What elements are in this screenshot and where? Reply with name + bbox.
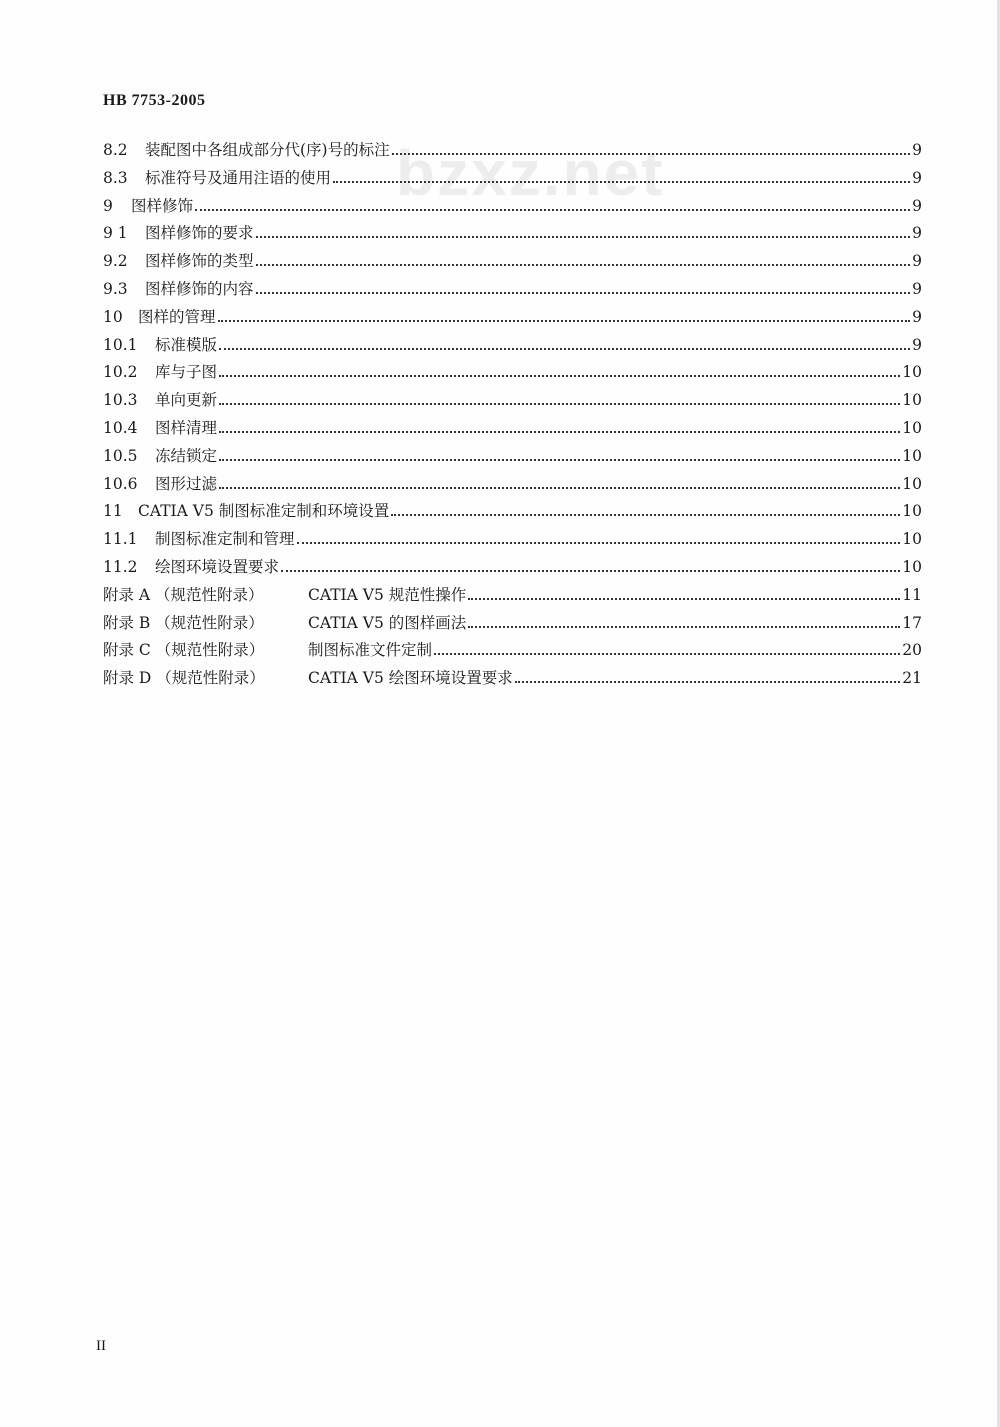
toc-entry-page: 9 bbox=[912, 141, 922, 159]
toc-entry-title: CATIA V5 的图样画法 bbox=[308, 613, 467, 632]
toc-entry[interactable] bbox=[103, 248, 922, 276]
toc-entry[interactable] bbox=[103, 582, 922, 610]
toc-leader-dots bbox=[392, 152, 911, 155]
toc-entry-page: 10 bbox=[902, 557, 922, 576]
toc-entry[interactable] bbox=[103, 498, 922, 526]
toc-entry-page: 10 bbox=[902, 474, 922, 493]
toc-entry-page: 9 bbox=[912, 196, 922, 215]
document-code: HB 7753-2005 bbox=[103, 92, 206, 109]
toc-entry-page: 21 bbox=[902, 669, 922, 688]
toc-entry-number: 11.1 bbox=[103, 530, 138, 549]
toc-entry[interactable] bbox=[103, 554, 922, 582]
watermark: bzxz.net bbox=[396, 137, 665, 209]
toc-entry-page: 9 bbox=[912, 168, 922, 187]
toc-entry-page: 10 bbox=[902, 530, 922, 549]
toc-entry-number: 10.3 bbox=[103, 391, 138, 410]
toc-entry-title: CATIA V5 规范性操作 bbox=[308, 585, 467, 604]
toc-leader-dots bbox=[468, 597, 900, 600]
toc-entry-title: 图样的管理 bbox=[138, 307, 216, 326]
toc-entry-title: 图形过滤 bbox=[155, 474, 218, 493]
toc-leader-dots bbox=[219, 402, 900, 405]
toc-entry-number: 10.4 bbox=[103, 418, 138, 437]
toc-leader-dots bbox=[515, 680, 900, 683]
toc-leader-dots bbox=[434, 652, 900, 655]
toc-entry-title: CATIA V5 绘图环境设置要求 bbox=[308, 669, 513, 688]
toc-entry-title: 制图标准文件定制 bbox=[308, 641, 433, 660]
toc-entry-number: 附录 A （规范性附录） bbox=[103, 585, 264, 604]
toc-leader-dots bbox=[297, 541, 901, 544]
toc-entry-page: 11 bbox=[902, 585, 922, 604]
toc-entry[interactable] bbox=[103, 387, 922, 415]
toc-entry-page: 20 bbox=[902, 641, 922, 660]
toc-entry[interactable] bbox=[103, 165, 922, 193]
toc-leader-dots bbox=[218, 319, 911, 322]
toc-entry[interactable] bbox=[103, 665, 922, 693]
toc-entry-page: 10 bbox=[902, 446, 922, 465]
page-number: II bbox=[96, 1338, 106, 1354]
toc-entry-title: 图样修饰的类型 bbox=[145, 252, 254, 271]
toc-entry-page: 10 bbox=[902, 363, 922, 382]
toc-entry-page: 17 bbox=[902, 613, 922, 632]
toc-entry-page: 10 bbox=[902, 391, 922, 410]
toc-leader-dots bbox=[219, 347, 910, 350]
toc-leader-dots bbox=[468, 625, 900, 628]
toc-entry-page: 10 bbox=[902, 418, 922, 437]
toc-entry-title: 图样清理 bbox=[155, 418, 218, 437]
toc-leader-dots bbox=[219, 374, 900, 377]
toc-entry-number: 8.2 bbox=[103, 141, 128, 159]
toc-entry-title: 制图标准定制和管理 bbox=[155, 530, 295, 549]
toc-leader-dots bbox=[281, 569, 900, 572]
toc-entry-title: 冻结锁定 bbox=[155, 446, 218, 465]
toc-entry-page: 9 bbox=[912, 224, 922, 243]
toc-entry-number: 附录 B （规范性附录） bbox=[103, 613, 264, 632]
table-of-contents bbox=[103, 137, 922, 693]
toc-entry[interactable] bbox=[103, 137, 922, 165]
toc-leader-dots bbox=[256, 291, 911, 294]
toc-entry[interactable] bbox=[103, 276, 922, 304]
toc-leader-dots bbox=[391, 513, 900, 516]
toc-leader-dots bbox=[195, 208, 910, 211]
toc-entry-title: 绘图环境设置要求 bbox=[155, 557, 280, 576]
toc-entry-number: 9 bbox=[103, 196, 113, 215]
toc-entry[interactable] bbox=[103, 610, 922, 638]
toc-entry-page: 9 bbox=[912, 335, 922, 354]
toc-entry[interactable] bbox=[103, 304, 922, 332]
toc-entry[interactable] bbox=[103, 415, 922, 443]
toc-entry-number: 10 bbox=[103, 307, 123, 326]
toc-entry-title: 单向更新 bbox=[155, 391, 218, 410]
toc-entry-page: 9 bbox=[912, 279, 922, 298]
toc-entry-number: 10.6 bbox=[103, 474, 138, 493]
toc-leader-dots bbox=[256, 263, 911, 266]
toc-leader-dots bbox=[256, 235, 911, 238]
toc-entry-number: 9 1 bbox=[103, 224, 128, 243]
toc-leader-dots bbox=[219, 430, 900, 433]
toc-entry-title: CATIA V5 制图标准定制和环境设置 bbox=[138, 502, 390, 521]
toc-entry-title: 图样修饰 bbox=[131, 196, 194, 215]
toc-entry-title: 图样修饰的内容 bbox=[145, 279, 254, 298]
toc-entry-page: 9 bbox=[912, 252, 922, 271]
toc-leader-dots bbox=[333, 180, 910, 183]
toc-leader-dots bbox=[219, 486, 900, 489]
toc-entry-number: 附录 C （规范性附录） bbox=[103, 641, 265, 660]
toc-entry[interactable] bbox=[103, 471, 922, 499]
toc-entry[interactable] bbox=[103, 526, 922, 554]
toc-entry[interactable] bbox=[103, 220, 922, 248]
toc-entry[interactable] bbox=[103, 359, 922, 387]
toc-entry-number: 11 bbox=[103, 502, 123, 521]
toc-entry-number: 附录 D （规范性附录） bbox=[103, 669, 265, 688]
toc-entry-number: 10.5 bbox=[103, 446, 138, 465]
toc-entry-number: 11.2 bbox=[103, 557, 138, 576]
toc-entry[interactable] bbox=[103, 443, 922, 471]
toc-entry-title: 标准符号及通用注语的使用 bbox=[145, 168, 332, 187]
toc-entry-number: 9.3 bbox=[103, 279, 128, 298]
toc-entry-title: 图样修饰的要求 bbox=[145, 224, 254, 243]
toc-entry[interactable] bbox=[103, 637, 922, 665]
toc-entry-title: 装配图中各组成部分代(序)号的标注 bbox=[145, 141, 390, 159]
toc-entry[interactable] bbox=[103, 193, 922, 221]
toc-entry-number: 10.1 bbox=[103, 335, 138, 354]
toc-entry-page: 10 bbox=[902, 502, 922, 521]
toc-entry[interactable] bbox=[103, 332, 922, 360]
toc-entry-page: 9 bbox=[912, 307, 922, 326]
toc-entry-number: 8.3 bbox=[103, 168, 128, 187]
toc-entry-number: 10.2 bbox=[103, 363, 138, 382]
toc-entry-title: 库与子图 bbox=[155, 363, 218, 382]
toc-entry-number: 9.2 bbox=[103, 252, 128, 271]
toc-leader-dots bbox=[219, 458, 900, 461]
toc-entry-title: 标准模版 bbox=[155, 335, 218, 354]
